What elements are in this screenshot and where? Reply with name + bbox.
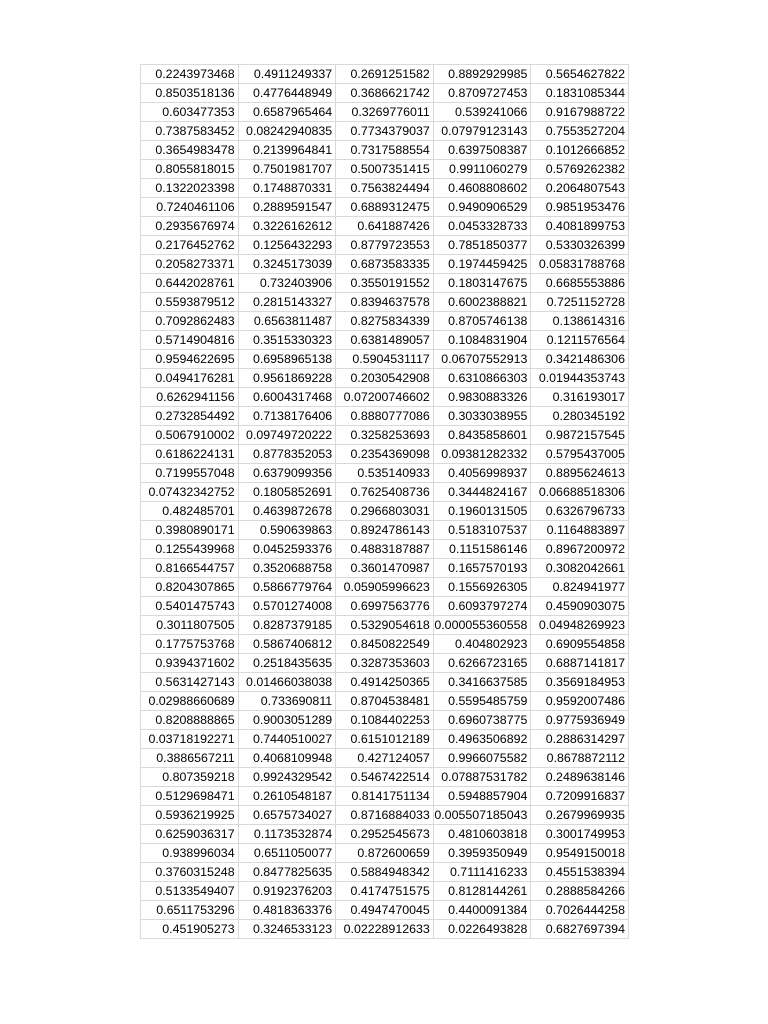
table-cell[interactable]: 0.1084831904: [433, 331, 531, 350]
table-cell[interactable]: 0.8716884033: [336, 806, 434, 825]
table-cell[interactable]: 0.5654627822: [531, 65, 629, 84]
table-cell[interactable]: 0.3269776011: [336, 103, 434, 122]
table-cell[interactable]: 0.4608808602: [433, 179, 531, 198]
table-cell[interactable]: 0.1960131505: [433, 502, 531, 521]
table-cell[interactable]: 0.9549150018: [531, 844, 629, 863]
table-row: [141, 882, 629, 901]
table-cell[interactable]: 0.1151586146: [433, 540, 531, 559]
table-row: [141, 426, 629, 445]
table-row: [141, 160, 629, 179]
table-cell[interactable]: 0.0453328733: [433, 217, 531, 236]
table-cell[interactable]: 0.1974459425: [433, 255, 531, 274]
table-cell[interactable]: 0.4174751575: [336, 882, 434, 901]
table-cell[interactable]: 0.3569184953: [531, 673, 629, 692]
table-cell[interactable]: 0.5701274008: [238, 597, 336, 616]
table-cell[interactable]: 0.1803147675: [433, 274, 531, 293]
table-cell[interactable]: 0.3686621742: [336, 84, 434, 103]
table-cell[interactable]: 0.8275834339: [336, 312, 434, 331]
table-cell[interactable]: 0.3416637585: [433, 673, 531, 692]
table-cell[interactable]: 0.9592007486: [531, 692, 629, 711]
table-cell[interactable]: 0.2679969935: [531, 806, 629, 825]
table-cell[interactable]: 0.824941977: [531, 578, 629, 597]
table-cell[interactable]: 0.3001749953: [531, 825, 629, 844]
table-cell[interactable]: 0.2952545673: [336, 825, 434, 844]
table-cell[interactable]: 0.02988660689: [141, 692, 239, 711]
table-row: [141, 293, 629, 312]
table-row: [141, 578, 629, 597]
table-row: [141, 198, 629, 217]
table-cell[interactable]: 0.6151012189: [336, 730, 434, 749]
table-cell[interactable]: 0.07979123143: [433, 122, 531, 141]
table-row: [141, 768, 629, 787]
table-cell[interactable]: 0.5329054618: [336, 616, 434, 635]
table-row: [141, 350, 629, 369]
table-cell[interactable]: 0.9851953476: [531, 198, 629, 217]
table-cell[interactable]: 0.8924786143: [336, 521, 434, 540]
table-row: [141, 540, 629, 559]
table-cell[interactable]: 0.5936219925: [141, 806, 239, 825]
table-cell[interactable]: 0.8204307865: [141, 578, 239, 597]
table-cell[interactable]: 0.9830883326: [433, 388, 531, 407]
table-cell[interactable]: 0.7553527204: [531, 122, 629, 141]
table-cell[interactable]: 0.01466038038: [238, 673, 336, 692]
table-cell[interactable]: 0.5133549407: [141, 882, 239, 901]
table-row: [141, 464, 629, 483]
table-cell[interactable]: 0.6587965464: [238, 103, 336, 122]
table-cell[interactable]: 0.7563824494: [336, 179, 434, 198]
table-cell[interactable]: 0.0494176281: [141, 369, 239, 388]
table-cell[interactable]: 0.6887141817: [531, 654, 629, 673]
table-cell[interactable]: 0.06688518306: [531, 483, 629, 502]
table-row: [141, 369, 629, 388]
table-cell[interactable]: 0.5714904816: [141, 331, 239, 350]
table-cell[interactable]: 0.2176452762: [141, 236, 239, 255]
table-cell[interactable]: 0.06707552913: [433, 350, 531, 369]
table-row: [141, 312, 629, 331]
table-row: [141, 521, 629, 540]
table-cell[interactable]: 0.5067910002: [141, 426, 239, 445]
table-cell[interactable]: 0.641887426: [336, 217, 434, 236]
table-cell[interactable]: 0.5884948342: [336, 863, 434, 882]
table-cell[interactable]: 0.3287353603: [336, 654, 434, 673]
table-cell[interactable]: 0.1775753768: [141, 635, 239, 654]
table-cell[interactable]: 0.5769262382: [531, 160, 629, 179]
table-cell[interactable]: 0.5948857904: [433, 787, 531, 806]
table-cell[interactable]: 0.4056998937: [433, 464, 531, 483]
table-cell[interactable]: 0.138614316: [531, 312, 629, 331]
table-cell[interactable]: 0.4914250365: [336, 673, 434, 692]
table-cell[interactable]: 0.8394637578: [336, 293, 434, 312]
table-cell[interactable]: 0.539241066: [433, 103, 531, 122]
table-cell[interactable]: 0.7734379037: [336, 122, 434, 141]
table-cell[interactable]: 0.8128144261: [433, 882, 531, 901]
table-cell[interactable]: 0.2064807543: [531, 179, 629, 198]
table-cell[interactable]: 0.6909554858: [531, 635, 629, 654]
table-cell[interactable]: 0.4818363376: [238, 901, 336, 920]
table-row: [141, 217, 629, 236]
table-cell[interactable]: 0.2886314297: [531, 730, 629, 749]
table-cell[interactable]: 0.3011807505: [141, 616, 239, 635]
table-row: [141, 844, 629, 863]
table-cell[interactable]: 0.8678872112: [531, 749, 629, 768]
table-cell[interactable]: 0.8477825635: [238, 863, 336, 882]
table-cell[interactable]: 0.1173532874: [238, 825, 336, 844]
table-cell[interactable]: 0.7440510027: [238, 730, 336, 749]
table-row: [141, 806, 629, 825]
table-cell[interactable]: 0.938996034: [141, 844, 239, 863]
table-cell[interactable]: 0.316193017: [531, 388, 629, 407]
table-cell[interactable]: 0.7251152728: [531, 293, 629, 312]
table-cell[interactable]: 0.2243973468: [141, 65, 239, 84]
table-cell[interactable]: 0.2966803031: [336, 502, 434, 521]
table-cell[interactable]: 0.3033038955: [433, 407, 531, 426]
table-row: [141, 65, 629, 84]
table-cell[interactable]: 0.2889591547: [238, 198, 336, 217]
table-cell[interactable]: 0.6266723165: [433, 654, 531, 673]
table-cell[interactable]: 0.9192376203: [238, 882, 336, 901]
table-cell[interactable]: 0.807359218: [141, 768, 239, 787]
table-cell[interactable]: 0.6379099356: [238, 464, 336, 483]
table-cell[interactable]: 0.6997563776: [336, 597, 434, 616]
table-cell[interactable]: 0.5007351415: [336, 160, 434, 179]
table-cell[interactable]: 0.1012666852: [531, 141, 629, 160]
table-cell[interactable]: 0.6511050077: [238, 844, 336, 863]
table-cell[interactable]: 0.8967200972: [531, 540, 629, 559]
table-row: [141, 84, 629, 103]
table-cell[interactable]: 0.4400091384: [433, 901, 531, 920]
table-cell[interactable]: 0.1084402253: [336, 711, 434, 730]
table-cell[interactable]: 0.7387583452: [141, 122, 239, 141]
table-row: [141, 236, 629, 255]
table-cell[interactable]: 0.3654983478: [141, 141, 239, 160]
table-cell[interactable]: 0.2815143327: [238, 293, 336, 312]
table-cell[interactable]: 0.1831085344: [531, 84, 629, 103]
table-row: [141, 407, 629, 426]
table-row: [141, 920, 629, 939]
table-cell[interactable]: 0.7199557048: [141, 464, 239, 483]
table-row: [141, 483, 629, 502]
table-cell[interactable]: 0.6958965138: [238, 350, 336, 369]
table-row: [141, 388, 629, 407]
table-cell[interactable]: 0.8704538481: [336, 692, 434, 711]
table-cell[interactable]: 0.8055818015: [141, 160, 239, 179]
table-cell[interactable]: 0.6381489057: [336, 331, 434, 350]
table-cell[interactable]: 0.6397508387: [433, 141, 531, 160]
table-cell[interactable]: 0.7026444258: [531, 901, 629, 920]
table-cell[interactable]: 0.8435858601: [433, 426, 531, 445]
table-row: [141, 597, 629, 616]
table-cell[interactable]: 0.2610548187: [238, 787, 336, 806]
table-cell[interactable]: 0.005507185043: [433, 806, 531, 825]
table-cell[interactable]: 0.9394371602: [141, 654, 239, 673]
table-cell[interactable]: 0.1256432293: [238, 236, 336, 255]
table-cell[interactable]: 0.2691251582: [336, 65, 434, 84]
table-cell[interactable]: 0.8778352053: [238, 445, 336, 464]
table-cell[interactable]: 0.05831788768: [531, 255, 629, 274]
table-cell[interactable]: 0.9003051289: [238, 711, 336, 730]
table-cell[interactable]: 0.09749720222: [238, 426, 336, 445]
table-row: [141, 141, 629, 160]
table-cell[interactable]: 0.7240461106: [141, 198, 239, 217]
table-cell[interactable]: 0.4883187887: [336, 540, 434, 559]
table-cell[interactable]: 0.5183107537: [433, 521, 531, 540]
table-cell[interactable]: 0.2518435635: [238, 654, 336, 673]
table-cell[interactable]: 0.9490906529: [433, 198, 531, 217]
table-body: [141, 65, 629, 939]
table-cell[interactable]: 0.2058273371: [141, 255, 239, 274]
table-row: [141, 179, 629, 198]
table-cell[interactable]: 0.8779723553: [336, 236, 434, 255]
table-cell[interactable]: 0.404802923: [433, 635, 531, 654]
table-cell[interactable]: 0.4947470045: [336, 901, 434, 920]
table-cell[interactable]: 0.8880777086: [336, 407, 434, 426]
table-cell[interactable]: 0.8287379185: [238, 616, 336, 635]
table-cell[interactable]: 0.535140933: [336, 464, 434, 483]
table-cell[interactable]: 0.4776448949: [238, 84, 336, 103]
table-cell[interactable]: 0.1164883897: [531, 521, 629, 540]
table-cell[interactable]: 0.4963506892: [433, 730, 531, 749]
table-cell[interactable]: 0.9872157545: [531, 426, 629, 445]
table-cell[interactable]: 0.5330326399: [531, 236, 629, 255]
table-row: [141, 635, 629, 654]
table-cell[interactable]: 0.6310866303: [433, 369, 531, 388]
table-row: [141, 730, 629, 749]
table-cell[interactable]: 0.7851850377: [433, 236, 531, 255]
table-row: [141, 616, 629, 635]
table-cell[interactable]: 0.4551538394: [531, 863, 629, 882]
table-cell[interactable]: 0.3760315248: [141, 863, 239, 882]
table-cell[interactable]: 0.3258253693: [336, 426, 434, 445]
table-cell[interactable]: 0.6442028761: [141, 274, 239, 293]
table-cell[interactable]: 0.01944353743: [531, 369, 629, 388]
table-row: [141, 331, 629, 350]
table-cell[interactable]: 0.9775936949: [531, 711, 629, 730]
table-cell[interactable]: 0.1748870331: [238, 179, 336, 198]
table-cell[interactable]: 0.6685553886: [531, 274, 629, 293]
table-cell[interactable]: 0.872600659: [336, 844, 434, 863]
table-cell[interactable]: 0.3515330323: [238, 331, 336, 350]
table-cell[interactable]: 0.1556926305: [433, 578, 531, 597]
table-cell[interactable]: 0.2139964841: [238, 141, 336, 160]
table-cell[interactable]: 0.4081899753: [531, 217, 629, 236]
table-cell[interactable]: 0.8709727453: [433, 84, 531, 103]
table-cell[interactable]: 0.5795437005: [531, 445, 629, 464]
table-cell[interactable]: 0.9561869228: [238, 369, 336, 388]
table-cell[interactable]: 0.8208888865: [141, 711, 239, 730]
table-cell[interactable]: 0.5595485759: [433, 692, 531, 711]
table-row: [141, 749, 629, 768]
table-row: [141, 692, 629, 711]
table-cell[interactable]: 0.8503518136: [141, 84, 239, 103]
table-cell[interactable]: 0.9167988722: [531, 103, 629, 122]
table-cell[interactable]: 0.2030542908: [336, 369, 434, 388]
table-cell[interactable]: 0.6575734027: [238, 806, 336, 825]
table-row: [141, 445, 629, 464]
table-cell[interactable]: 0.7138176406: [238, 407, 336, 426]
table-cell[interactable]: 0.1211576564: [531, 331, 629, 350]
table-cell[interactable]: 0.3959350949: [433, 844, 531, 863]
table-row: [141, 901, 629, 920]
table-cell[interactable]: 0.482485701: [141, 502, 239, 521]
table-row: [141, 787, 629, 806]
table-cell[interactable]: 0.3245173039: [238, 255, 336, 274]
table-cell[interactable]: 0.280345192: [531, 407, 629, 426]
table-cell[interactable]: 0.6326796733: [531, 502, 629, 521]
table-cell[interactable]: 0.09381282332: [433, 445, 531, 464]
table-cell[interactable]: 0.1255439968: [141, 540, 239, 559]
table-cell[interactable]: 0.000055360558: [433, 616, 531, 635]
table-cell[interactable]: 0.9594622695: [141, 350, 239, 369]
table-cell[interactable]: 0.9966075582: [433, 749, 531, 768]
table-cell[interactable]: 0.7501981707: [238, 160, 336, 179]
table-cell[interactable]: 0.5904531117: [336, 350, 434, 369]
table-cell[interactable]: 0.7209916837: [531, 787, 629, 806]
table-cell[interactable]: 0.3520688758: [238, 559, 336, 578]
table-cell[interactable]: 0.6004317468: [238, 388, 336, 407]
table-cell[interactable]: 0.5631427143: [141, 673, 239, 692]
table-cell[interactable]: 0.3246533123: [238, 920, 336, 939]
table-row: [141, 103, 629, 122]
table-cell[interactable]: 0.03718192271: [141, 730, 239, 749]
table-cell[interactable]: 0.2489638146: [531, 768, 629, 787]
table-cell[interactable]: 0.8166544757: [141, 559, 239, 578]
table-row: [141, 711, 629, 730]
table-cell[interactable]: 0.1657570193: [433, 559, 531, 578]
table-cell[interactable]: 0.6259036317: [141, 825, 239, 844]
table-cell[interactable]: 0.4810603818: [433, 825, 531, 844]
table-cell[interactable]: 0.2732854492: [141, 407, 239, 426]
table-cell[interactable]: 0.4911249337: [238, 65, 336, 84]
table-cell[interactable]: 0.5129698471: [141, 787, 239, 806]
table-row: [141, 673, 629, 692]
table-cell[interactable]: 0.3601470987: [336, 559, 434, 578]
table-cell[interactable]: 0.07432342752: [141, 483, 239, 502]
table-cell[interactable]: 0.1322023398: [141, 179, 239, 198]
table-cell[interactable]: 0.3082042661: [531, 559, 629, 578]
table-cell[interactable]: 0.3421486306: [531, 350, 629, 369]
table-cell[interactable]: 0.1805852691: [238, 483, 336, 502]
table-cell[interactable]: 0.427124057: [336, 749, 434, 768]
table-cell[interactable]: 0.6960738775: [433, 711, 531, 730]
table-cell[interactable]: 0.6889312475: [336, 198, 434, 217]
table-cell[interactable]: 0.7111416233: [433, 863, 531, 882]
table-cell[interactable]: 0.6262941156: [141, 388, 239, 407]
table-cell[interactable]: 0.08242940835: [238, 122, 336, 141]
table-cell[interactable]: 0.603477353: [141, 103, 239, 122]
table-cell[interactable]: 0.5401475743: [141, 597, 239, 616]
table-cell[interactable]: 0.6827697394: [531, 920, 629, 939]
table-cell[interactable]: 0.7625408736: [336, 483, 434, 502]
table-cell[interactable]: 0.9924329542: [238, 768, 336, 787]
table-cell[interactable]: 0.6093797274: [433, 597, 531, 616]
table-cell[interactable]: 0.9911060279: [433, 160, 531, 179]
table-cell[interactable]: 0.4068109948: [238, 749, 336, 768]
data-table: [140, 64, 629, 939]
table-cell[interactable]: 0.7092862483: [141, 312, 239, 331]
table-row: [141, 863, 629, 882]
table-cell[interactable]: 0.3550191552: [336, 274, 434, 293]
table-cell[interactable]: 0.3980890171: [141, 521, 239, 540]
table-cell[interactable]: 0.2888584266: [531, 882, 629, 901]
table-cell[interactable]: 0.5467422514: [336, 768, 434, 787]
table-cell[interactable]: 0.8892929985: [433, 65, 531, 84]
table-cell[interactable]: 0.5866779764: [238, 578, 336, 597]
table-cell[interactable]: 0.07200746602: [336, 388, 434, 407]
table-cell[interactable]: 0.4639872678: [238, 502, 336, 521]
table-cell[interactable]: 0.8895624613: [531, 464, 629, 483]
table-cell[interactable]: 0.5593879512: [141, 293, 239, 312]
table-cell[interactable]: 0.02228912633: [336, 920, 434, 939]
table-row: [141, 274, 629, 293]
table-row: [141, 559, 629, 578]
table-row: [141, 255, 629, 274]
table-cell[interactable]: 0.451905273: [141, 920, 239, 939]
table-cell[interactable]: 0.3444824167: [433, 483, 531, 502]
table-cell[interactable]: 0.2354369098: [336, 445, 434, 464]
table-cell[interactable]: 0.6002388821: [433, 293, 531, 312]
table-cell[interactable]: 0.3886567211: [141, 749, 239, 768]
table-cell[interactable]: 0.732403906: [238, 274, 336, 293]
table-cell[interactable]: 0.8141751134: [336, 787, 434, 806]
table-cell[interactable]: 0.3226162612: [238, 217, 336, 236]
table-cell[interactable]: 0.733690811: [238, 692, 336, 711]
table-cell[interactable]: 0.05905996623: [336, 578, 434, 597]
table-row: [141, 654, 629, 673]
table-cell[interactable]: 0.04948269923: [531, 616, 629, 635]
table-row: [141, 502, 629, 521]
table-cell[interactable]: 0.6186224131: [141, 445, 239, 464]
table-cell[interactable]: 0.07887531782: [433, 768, 531, 787]
table-cell[interactable]: 0.8705746138: [433, 312, 531, 331]
table-cell[interactable]: 0.0452593376: [238, 540, 336, 559]
table-cell[interactable]: 0.4590903075: [531, 597, 629, 616]
table-cell[interactable]: 0.6511753296: [141, 901, 239, 920]
table-cell[interactable]: 0.8450822549: [336, 635, 434, 654]
table-row: [141, 122, 629, 141]
table-row: [141, 825, 629, 844]
table-cell[interactable]: 0.6563811487: [238, 312, 336, 331]
table-cell[interactable]: 0.590639863: [238, 521, 336, 540]
table-cell[interactable]: 0.5867406812: [238, 635, 336, 654]
table-cell[interactable]: 0.2935676974: [141, 217, 239, 236]
table-cell[interactable]: 0.0226493828: [433, 920, 531, 939]
table-cell[interactable]: 0.7317588554: [336, 141, 434, 160]
table-cell[interactable]: 0.6873583335: [336, 255, 434, 274]
